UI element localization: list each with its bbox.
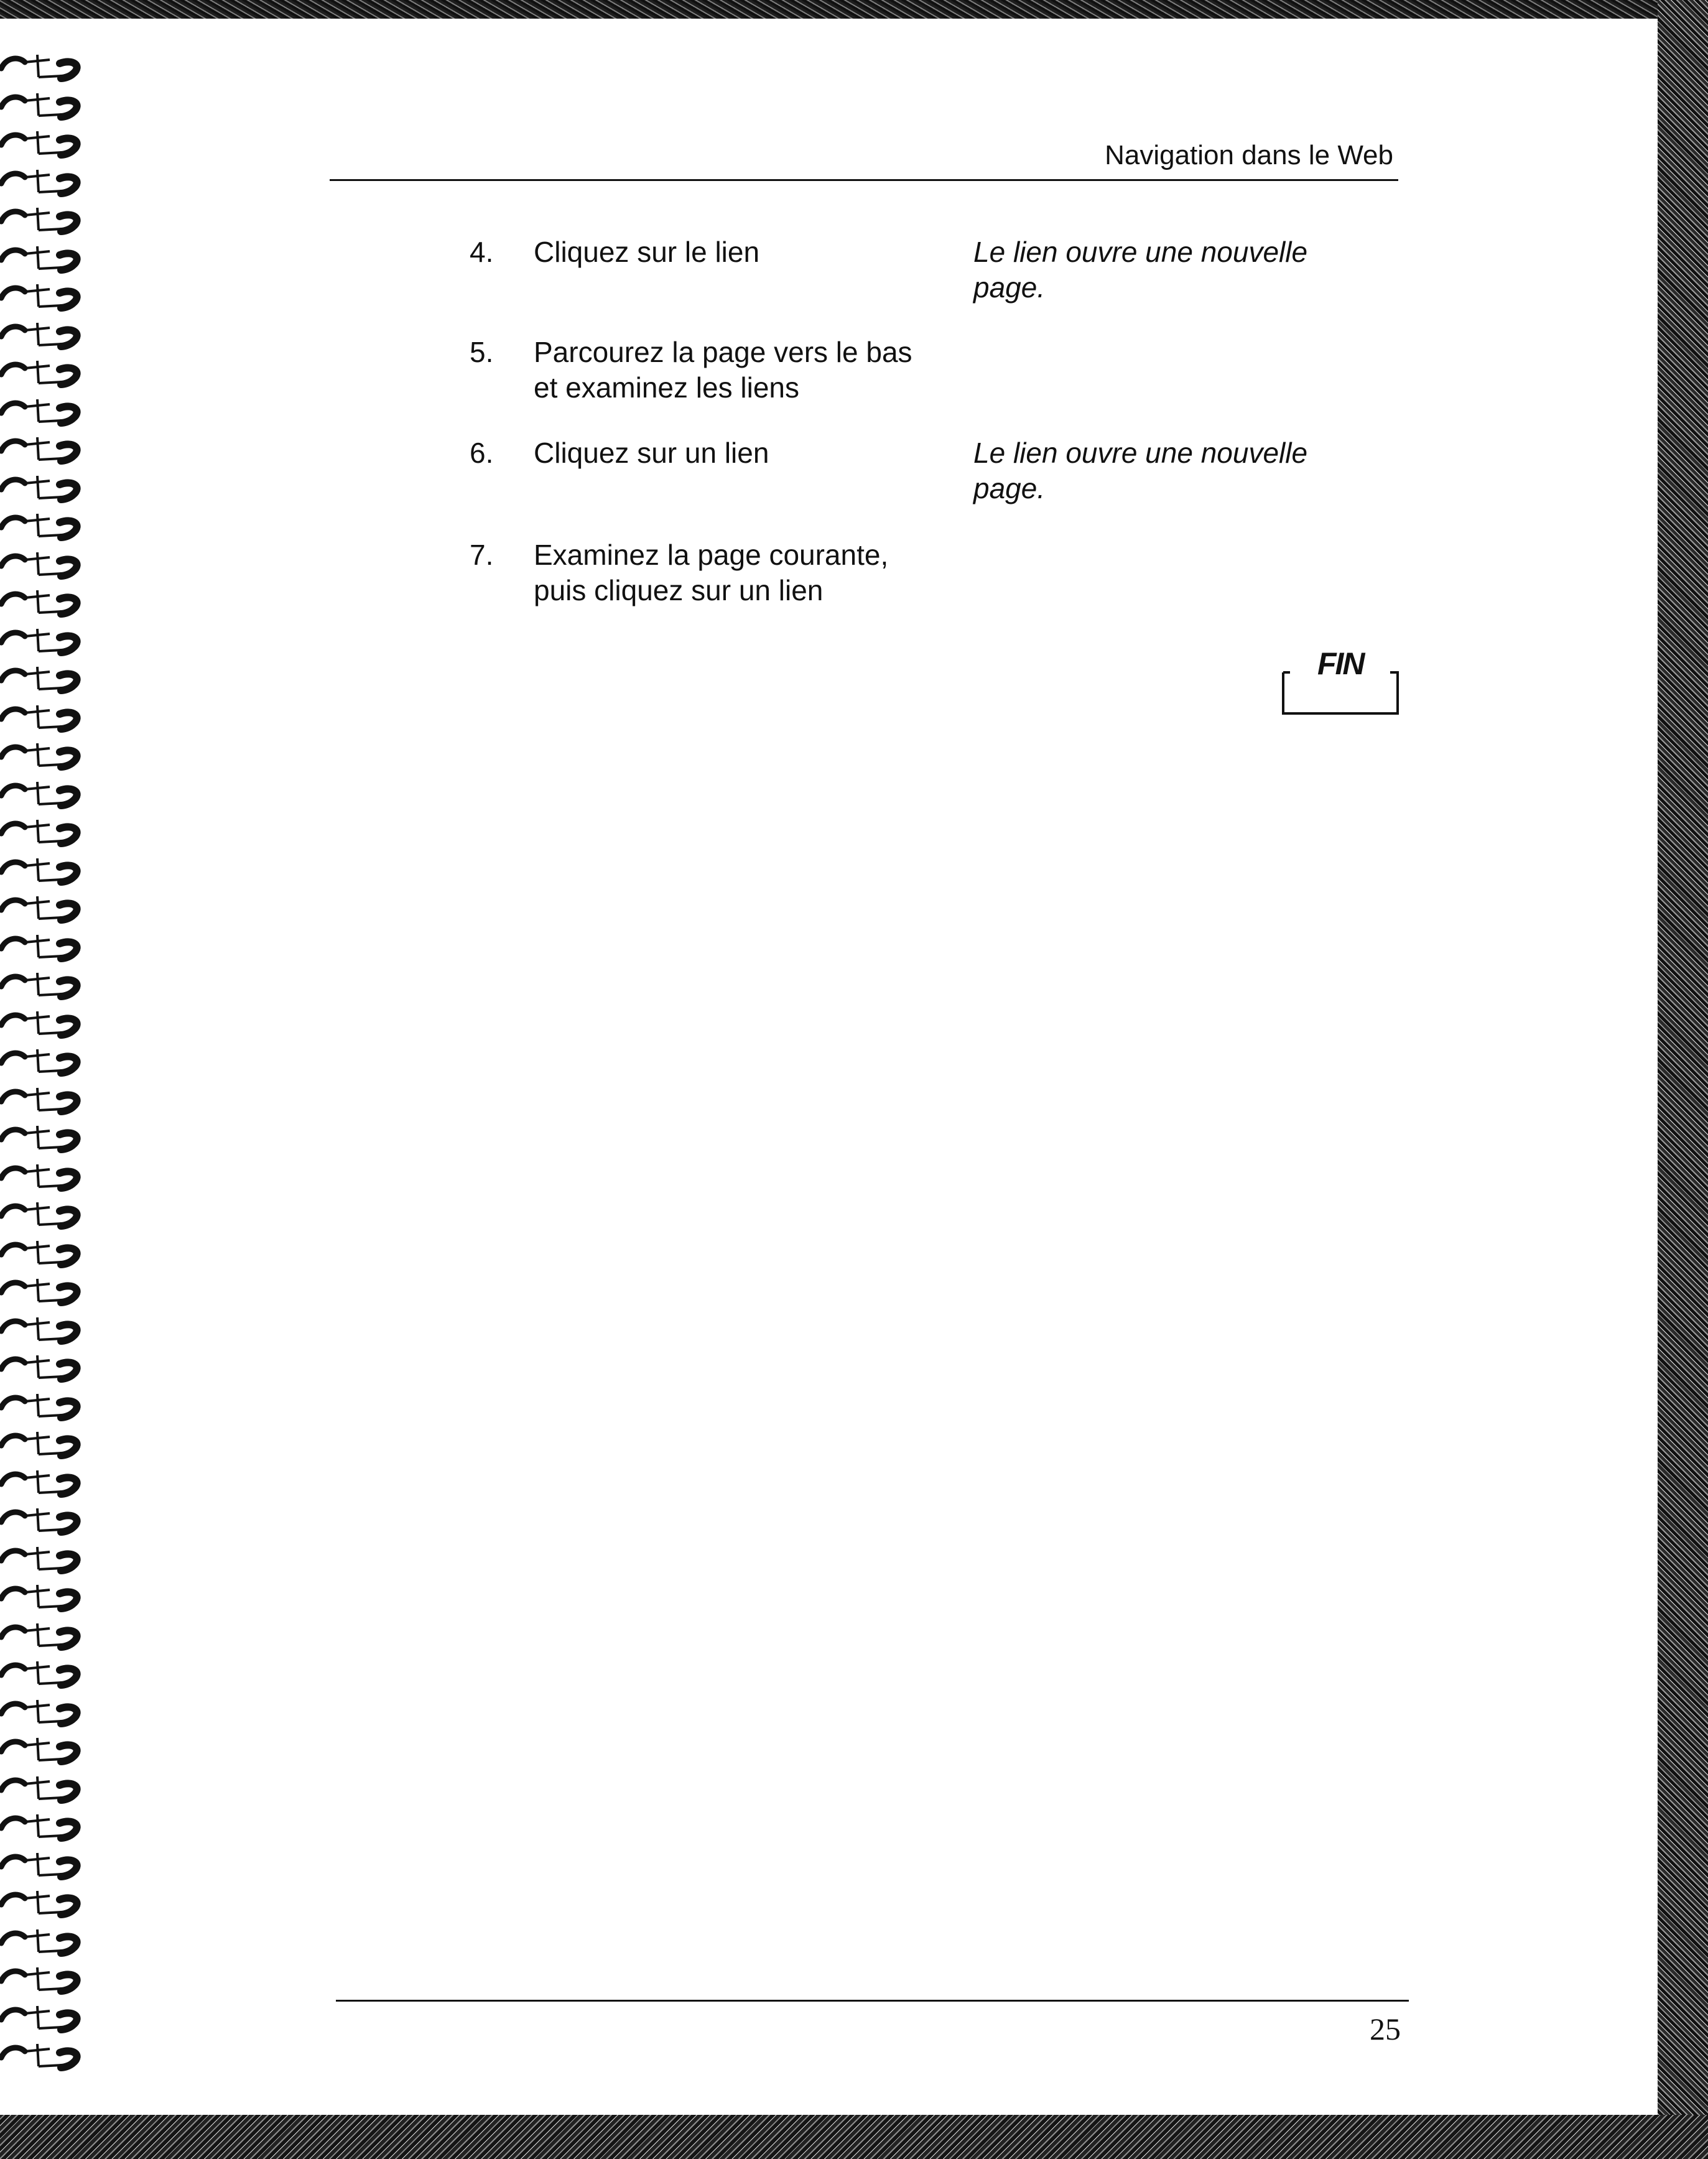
spiral-coil [0, 1389, 87, 1428]
spiral-coil [0, 624, 87, 662]
spiral-coil [0, 1312, 87, 1351]
spiral-coil [0, 509, 87, 547]
spiral-coil [0, 1809, 87, 1848]
spiral-coil [0, 394, 87, 433]
step-line: puis cliquez sur un lien [534, 574, 824, 606]
step-line: Cliquez sur un lien [534, 437, 769, 469]
spiral-coil [0, 1236, 87, 1275]
step-instruction [534, 234, 957, 270]
note-line: page. [973, 472, 1046, 504]
spiral-binding [0, 50, 87, 2109]
spiral-coil [0, 1197, 87, 1236]
spiral-coil [0, 1121, 87, 1159]
note-line: page. [973, 271, 1046, 304]
spiral-coil [0, 1465, 87, 1504]
page-number: 25 [1370, 2012, 1401, 2046]
spiral-coil [0, 1925, 87, 1963]
step-line: et examinez les liens [534, 371, 799, 404]
scan-border-top [0, 0, 1708, 19]
step-number: 4. [470, 236, 494, 268]
spiral-coil [0, 1427, 87, 1465]
spiral-coil [0, 241, 87, 280]
spiral-coil [0, 585, 87, 624]
step-number: 5. [470, 336, 494, 368]
spiral-coil [0, 1350, 87, 1389]
spiral-coil [0, 1159, 87, 1198]
step-line: Examinez la page courante, [534, 539, 889, 571]
spiral-coil [0, 1695, 87, 1734]
running-header: Navigation dans le Web [1105, 140, 1393, 170]
spiral-coil [0, 279, 87, 318]
spiral-coil [0, 1656, 87, 1695]
spiral-coil [0, 1542, 87, 1581]
spiral-coil [0, 853, 87, 892]
spiral-coil [0, 318, 87, 356]
spiral-coil [0, 777, 87, 815]
spiral-coil [0, 126, 87, 165]
spiral-coil [0, 700, 87, 739]
spiral-coil [0, 88, 87, 127]
manual-page [0, 19, 1658, 2115]
spiral-coil [0, 50, 87, 88]
spiral-coil [0, 356, 87, 394]
spiral-coil [0, 891, 87, 930]
note-line: Le lien ouvre une nouvelle [973, 236, 1308, 268]
spiral-coil [0, 432, 87, 471]
step-line: Parcourez la page vers le bas [534, 336, 912, 368]
step-instruction [534, 537, 957, 608]
step-result-note [973, 435, 1396, 506]
step-result-note [973, 234, 1396, 305]
spiral-coil [0, 1733, 87, 1771]
spiral-coil [0, 165, 87, 203]
step-instruction [534, 435, 957, 471]
spiral-coil [0, 1044, 87, 1083]
spiral-coil [0, 815, 87, 853]
spiral-coil [0, 1580, 87, 1618]
spiral-coil [0, 738, 87, 777]
spiral-coil [0, 1006, 87, 1045]
step-line: Cliquez sur le lien [534, 236, 760, 268]
scan-border-bottom [0, 2115, 1708, 2159]
spiral-coil [0, 2039, 87, 2078]
spiral-coil [0, 1886, 87, 1925]
scan-border-right [1658, 0, 1708, 2159]
spiral-coil [0, 1274, 87, 1312]
note-line: Le lien ouvre une nouvelle [973, 437, 1308, 469]
spiral-coil [0, 968, 87, 1006]
spiral-coil [0, 1848, 87, 1887]
footer-rule [336, 2000, 1409, 2002]
spiral-coil [0, 203, 87, 241]
spiral-coil [0, 662, 87, 700]
step-instruction [534, 335, 957, 406]
header-rule [330, 179, 1398, 181]
spiral-coil [0, 1083, 87, 1121]
step-number: 6. [470, 437, 494, 469]
spiral-coil [0, 1962, 87, 2001]
spiral-coil [0, 2001, 87, 2040]
spiral-coil [0, 1618, 87, 1657]
spiral-coil [0, 1503, 87, 1542]
spiral-coil [0, 1771, 87, 1810]
spiral-coil [0, 471, 87, 509]
spiral-coil [0, 547, 87, 586]
spiral-coil [0, 930, 87, 968]
end-marker-label: FIN [1317, 646, 1364, 681]
step-number: 7. [470, 539, 494, 571]
